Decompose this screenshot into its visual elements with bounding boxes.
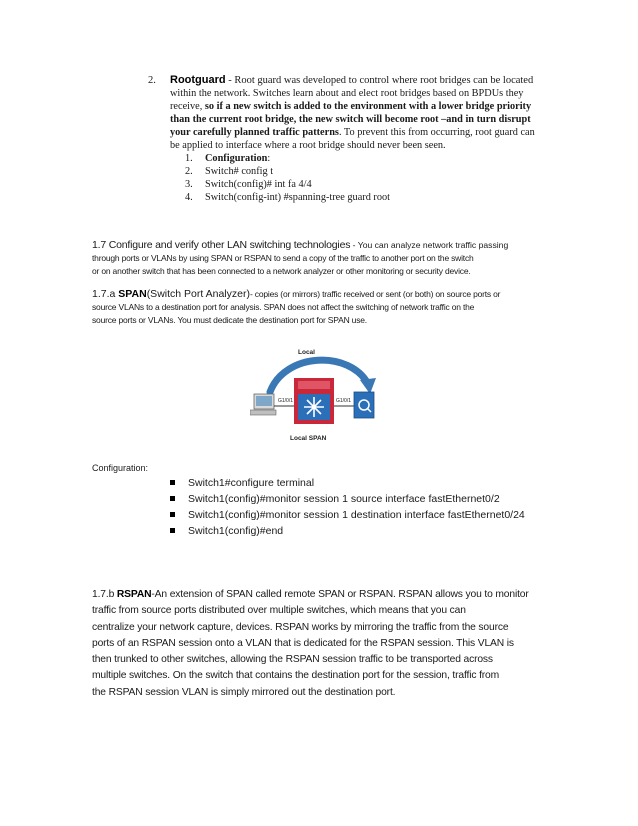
config-command	[170, 523, 525, 539]
rspan-line: ports of an RSPAN session onto a VLAN that is dedicated for the RSPAN session. This VLAN is	[92, 637, 514, 649]
rspan-line-text: -An extension of SPAN called remote SPAN or RSPAN. RSPAN allows you to monitor	[151, 589, 529, 600]
section-1-7-b	[92, 587, 552, 701]
step-text: Configuration	[205, 153, 268, 164]
config-command	[170, 475, 525, 491]
section-1-7-a-line2: source VLANs to a destination port for analysis. SPAN does not affect the switching of network traffic on the	[92, 302, 475, 312]
bullet-icon	[170, 480, 175, 485]
config-command	[170, 491, 525, 507]
step-item	[185, 165, 568, 178]
rootguard-line1-text: - Root guard was developed to control where root bridges can be located	[225, 75, 534, 86]
rspan-term: RSPAN	[116, 589, 152, 600]
section-1-7-a-prefix: 1.7.a	[92, 288, 119, 300]
rootguard-body	[148, 87, 568, 204]
section-1-7-line1-text: - You can analyze network traffic passing	[350, 240, 509, 250]
port-label-right: G1/0/1	[336, 398, 352, 404]
section-1-7-b-prefix: 1.7.b	[92, 589, 117, 600]
bullet-icon	[170, 496, 175, 501]
local-span-diagram	[250, 344, 390, 452]
step-suffix: :	[267, 153, 271, 164]
diagram-bottom-label: Local SPAN	[290, 435, 327, 442]
port-label-left: G1/0/1	[278, 398, 294, 404]
rspan-line	[92, 587, 552, 603]
rootguard-line6: be applied to interface where a root bridge should never been seen.	[170, 140, 446, 151]
rootguard-number: 2.	[148, 75, 156, 86]
step-item	[185, 152, 568, 165]
section-1-7-line1	[92, 239, 552, 252]
diagram-top-label: Local	[298, 349, 315, 356]
rootguard-line4: than the current root bridge, the new switch will become root –and in turn disrupt	[170, 114, 531, 125]
rootguard-section	[148, 74, 568, 204]
section-1-7-a-heading: (Switch Port Analyzer)	[146, 288, 250, 300]
section-1-7-a-line3: source ports or VLANs. You must dedicate the destination port for SPAN use.	[92, 315, 367, 325]
bullet-icon	[170, 512, 175, 517]
diagram-svg	[250, 344, 390, 452]
rspan-line: then trunked to other switches, allowing the RSPAN session traffic to be transported across	[92, 654, 493, 666]
section-1-7-line3: or on another switch that has been connected to a network analyzer or other monitoring or security device.	[92, 266, 471, 276]
rootguard-steps	[170, 152, 568, 204]
step-text: Switch(config)# int fa 4/4	[205, 179, 312, 190]
rspan-line: the RSPAN session VLAN is simply mirrored out the destination port.	[92, 686, 396, 698]
section-1-7-a-line1-text: - copies (or mirrors) traffic received or sent (or both) on source ports or	[249, 289, 501, 299]
rootguard-line2: within the network. Switches learn about and elect root bridges based on BPDUs they	[170, 88, 524, 99]
rspan-line: traffic from source ports distributed over multiple switches, which means that you can	[92, 605, 466, 617]
configuration-label: Configuration:	[92, 463, 149, 473]
rootguard-line5-rest: . To prevent this from occurring, root guard can	[338, 127, 535, 138]
step-number: 2.	[185, 166, 193, 177]
pc-icon	[250, 394, 276, 415]
section-1-7-a	[92, 288, 552, 327]
config-command-text: Switch1(config)#monitor session 1 source interface fastEthernet0/2	[188, 493, 500, 505]
step-item	[185, 178, 568, 191]
rootguard-line5-bold: your carefully planned traffic patterns	[170, 127, 339, 138]
rootguard-line5	[170, 126, 568, 139]
rootguard-line3	[170, 100, 568, 113]
configuration-list	[170, 475, 525, 539]
rootguard-title: Rootguard	[170, 74, 226, 86]
section-1-7	[92, 239, 552, 278]
step-text: Switch# config t	[205, 166, 274, 177]
bullet-icon	[170, 528, 175, 533]
section-1-7-a-line1	[92, 288, 552, 301]
step-number: 1.	[185, 153, 193, 164]
rspan-line: centralize your network capture, devices. RSPAN works by mirroring the traffic from the source	[92, 621, 509, 633]
switch-icon	[294, 378, 334, 424]
step-text: Switch(config-int) #spanning-tree guard root	[205, 192, 391, 203]
step-number: 4.	[185, 192, 193, 203]
analyzer-icon	[354, 392, 374, 418]
rootguard-line3-pre: receive,	[170, 101, 205, 112]
section-1-7-heading: 1.7 Configure and verify other LAN switching technologies	[92, 239, 351, 251]
step-item	[185, 191, 568, 204]
config-command-text: Switch1(config)#monitor session 1 destination interface fastEthernet0/24	[188, 509, 525, 521]
config-command-text: Switch1(config)#end	[188, 525, 284, 537]
span-term: SPAN	[118, 288, 147, 300]
rootguard-line3-bold: so if a new switch is added to the environment with a lower bridge priority	[204, 101, 532, 112]
config-command	[170, 507, 525, 523]
step-number: 3.	[185, 179, 193, 190]
rootguard-line1	[148, 74, 568, 87]
rspan-line: multiple switches. On the switch that contains the destination port for the session, traffic from	[92, 670, 500, 682]
section-1-7-line2: through ports or VLANs by using SPAN or RSPAN to send a copy of the traffic to another port on the switch	[92, 253, 474, 263]
config-command-text: Switch1#configure terminal	[188, 477, 315, 489]
